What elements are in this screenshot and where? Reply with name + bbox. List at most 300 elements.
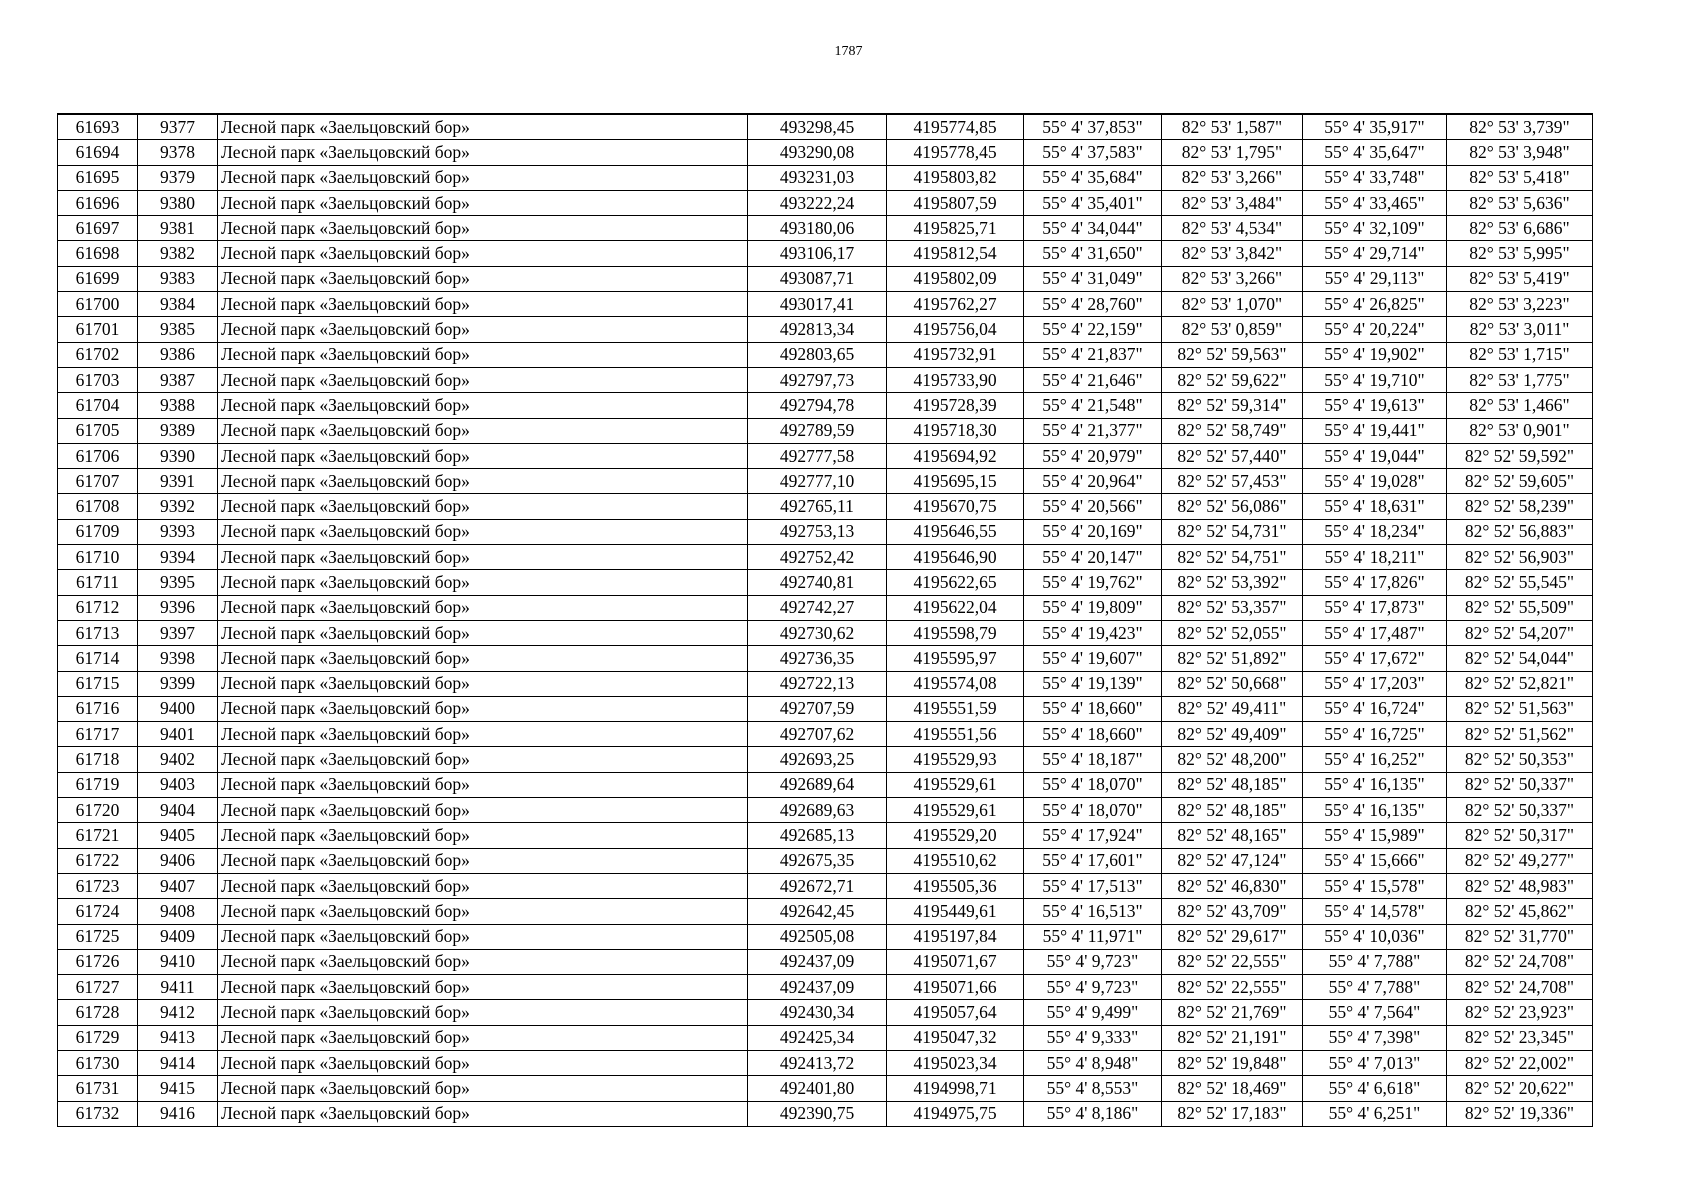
latitude-alt-cell: 55° 4' 17,873" bbox=[1303, 595, 1447, 620]
object-name-cell: Лесной парк «Заельцовский бор» bbox=[218, 646, 748, 671]
table-row bbox=[58, 494, 1593, 519]
row-id-cell: 61722 bbox=[58, 848, 138, 873]
row-id-cell: 61730 bbox=[58, 1050, 138, 1075]
row-id-cell: 61703 bbox=[58, 367, 138, 392]
point-number-cell: 9404 bbox=[138, 798, 218, 823]
row-id-cell: 61693 bbox=[58, 114, 138, 140]
row-id-cell: 61711 bbox=[58, 570, 138, 595]
point-number-cell: 9406 bbox=[138, 848, 218, 873]
longitude-alt-cell: 82° 52' 45,862" bbox=[1447, 899, 1593, 924]
longitude-alt-cell: 82° 52' 49,277" bbox=[1447, 848, 1593, 873]
point-number-cell: 9377 bbox=[138, 114, 218, 140]
x-coordinate-cell: 492689,63 bbox=[748, 798, 887, 823]
y-coordinate-cell: 4195529,20 bbox=[887, 823, 1024, 848]
point-number-cell: 9380 bbox=[138, 190, 218, 215]
point-number-cell: 9395 bbox=[138, 570, 218, 595]
point-number-cell: 9392 bbox=[138, 494, 218, 519]
longitude-alt-cell: 82° 53' 3,223" bbox=[1447, 292, 1593, 317]
x-coordinate-cell: 492642,45 bbox=[748, 899, 887, 924]
y-coordinate-cell: 4195646,55 bbox=[887, 519, 1024, 544]
latitude-cell: 55° 4' 21,837" bbox=[1024, 342, 1162, 367]
object-name-cell: Лесной парк «Заельцовский бор» bbox=[218, 1101, 748, 1126]
latitude-cell: 55° 4' 9,723" bbox=[1024, 975, 1162, 1000]
latitude-cell: 55° 4' 31,049" bbox=[1024, 266, 1162, 291]
longitude-alt-cell: 82° 52' 51,563" bbox=[1447, 696, 1593, 721]
x-coordinate-cell: 492736,35 bbox=[748, 646, 887, 671]
table-row bbox=[58, 443, 1593, 468]
row-id-cell: 61704 bbox=[58, 393, 138, 418]
object-name-cell: Лесной парк «Заельцовский бор» bbox=[218, 519, 748, 544]
latitude-cell: 55° 4' 21,548" bbox=[1024, 393, 1162, 418]
point-number-cell: 9387 bbox=[138, 367, 218, 392]
object-name-cell: Лесной парк «Заельцовский бор» bbox=[218, 848, 748, 873]
longitude-cell: 82° 53' 0,859" bbox=[1162, 317, 1303, 342]
longitude-cell: 82° 53' 4,534" bbox=[1162, 216, 1303, 241]
object-name-cell: Лесной парк «Заельцовский бор» bbox=[218, 671, 748, 696]
longitude-cell: 82° 52' 53,392" bbox=[1162, 570, 1303, 595]
y-coordinate-cell: 4195551,56 bbox=[887, 722, 1024, 747]
latitude-alt-cell: 55° 4' 26,825" bbox=[1303, 292, 1447, 317]
longitude-cell: 82° 52' 21,769" bbox=[1162, 1000, 1303, 1025]
row-id-cell: 61715 bbox=[58, 671, 138, 696]
longitude-cell: 82° 52' 51,892" bbox=[1162, 646, 1303, 671]
row-id-cell: 61694 bbox=[58, 140, 138, 165]
point-number-cell: 9383 bbox=[138, 266, 218, 291]
longitude-cell: 82° 52' 54,751" bbox=[1162, 545, 1303, 570]
table-row bbox=[58, 266, 1593, 291]
y-coordinate-cell: 4195071,66 bbox=[887, 975, 1024, 1000]
longitude-cell: 82° 52' 49,411" bbox=[1162, 696, 1303, 721]
row-id-cell: 61702 bbox=[58, 342, 138, 367]
y-coordinate-cell: 4195670,75 bbox=[887, 494, 1024, 519]
latitude-alt-cell: 55° 4' 16,135" bbox=[1303, 772, 1447, 797]
latitude-alt-cell: 55° 4' 19,028" bbox=[1303, 469, 1447, 494]
table-row bbox=[58, 190, 1593, 215]
y-coordinate-cell: 4195505,36 bbox=[887, 873, 1024, 898]
latitude-alt-cell: 55° 4' 16,252" bbox=[1303, 747, 1447, 772]
table-row bbox=[58, 671, 1593, 696]
longitude-cell: 82° 53' 3,266" bbox=[1162, 266, 1303, 291]
x-coordinate-cell: 492430,34 bbox=[748, 1000, 887, 1025]
object-name-cell: Лесной парк «Заельцовский бор» bbox=[218, 595, 748, 620]
table-row bbox=[58, 975, 1593, 1000]
table-row bbox=[58, 545, 1593, 570]
table-row bbox=[58, 924, 1593, 949]
y-coordinate-cell: 4195807,59 bbox=[887, 190, 1024, 215]
latitude-alt-cell: 55° 4' 35,647" bbox=[1303, 140, 1447, 165]
point-number-cell: 9379 bbox=[138, 165, 218, 190]
latitude-alt-cell: 55° 4' 20,224" bbox=[1303, 317, 1447, 342]
latitude-cell: 55° 4' 9,723" bbox=[1024, 949, 1162, 974]
y-coordinate-cell: 4195023,34 bbox=[887, 1050, 1024, 1075]
row-id-cell: 61705 bbox=[58, 418, 138, 443]
latitude-cell: 55° 4' 19,809" bbox=[1024, 595, 1162, 620]
latitude-alt-cell: 55° 4' 32,109" bbox=[1303, 216, 1447, 241]
latitude-alt-cell: 55° 4' 15,989" bbox=[1303, 823, 1447, 848]
object-name-cell: Лесной парк «Заельцовский бор» bbox=[218, 494, 748, 519]
y-coordinate-cell: 4194998,71 bbox=[887, 1076, 1024, 1101]
longitude-alt-cell: 82° 52' 56,903" bbox=[1447, 545, 1593, 570]
point-number-cell: 9384 bbox=[138, 292, 218, 317]
x-coordinate-cell: 492789,59 bbox=[748, 418, 887, 443]
latitude-alt-cell: 55° 4' 7,788" bbox=[1303, 949, 1447, 974]
longitude-cell: 82° 52' 17,183" bbox=[1162, 1101, 1303, 1126]
table-row bbox=[58, 899, 1593, 924]
row-id-cell: 61729 bbox=[58, 1025, 138, 1050]
row-id-cell: 61716 bbox=[58, 696, 138, 721]
point-number-cell: 9394 bbox=[138, 545, 218, 570]
latitude-cell: 55° 4' 19,423" bbox=[1024, 620, 1162, 645]
longitude-alt-cell: 82° 52' 23,345" bbox=[1447, 1025, 1593, 1050]
longitude-alt-cell: 82° 53' 6,686" bbox=[1447, 216, 1593, 241]
x-coordinate-cell: 492752,42 bbox=[748, 545, 887, 570]
latitude-alt-cell: 55° 4' 18,234" bbox=[1303, 519, 1447, 544]
longitude-alt-cell: 82° 52' 55,509" bbox=[1447, 595, 1593, 620]
row-id-cell: 61710 bbox=[58, 545, 138, 570]
latitude-cell: 55° 4' 8,948" bbox=[1024, 1050, 1162, 1075]
y-coordinate-cell: 4195510,62 bbox=[887, 848, 1024, 873]
longitude-alt-cell: 82° 52' 50,353" bbox=[1447, 747, 1593, 772]
row-id-cell: 61720 bbox=[58, 798, 138, 823]
point-number-cell: 9413 bbox=[138, 1025, 218, 1050]
latitude-alt-cell: 55° 4' 10,036" bbox=[1303, 924, 1447, 949]
table-row bbox=[58, 241, 1593, 266]
longitude-alt-cell: 82° 53' 0,901" bbox=[1447, 418, 1593, 443]
latitude-cell: 55° 4' 37,583" bbox=[1024, 140, 1162, 165]
object-name-cell: Лесной парк «Заельцовский бор» bbox=[218, 975, 748, 1000]
table-row bbox=[58, 1050, 1593, 1075]
latitude-cell: 55° 4' 18,070" bbox=[1024, 772, 1162, 797]
latitude-cell: 55° 4' 37,853" bbox=[1024, 114, 1162, 140]
longitude-alt-cell: 82° 52' 31,770" bbox=[1447, 924, 1593, 949]
latitude-alt-cell: 55° 4' 17,826" bbox=[1303, 570, 1447, 595]
point-number-cell: 9405 bbox=[138, 823, 218, 848]
latitude-cell: 55° 4' 18,070" bbox=[1024, 798, 1162, 823]
longitude-alt-cell: 82° 52' 19,336" bbox=[1447, 1101, 1593, 1126]
row-id-cell: 61725 bbox=[58, 924, 138, 949]
row-id-cell: 61699 bbox=[58, 266, 138, 291]
latitude-cell: 55° 4' 35,401" bbox=[1024, 190, 1162, 215]
longitude-alt-cell: 82° 53' 3,739" bbox=[1447, 114, 1593, 140]
row-id-cell: 61718 bbox=[58, 747, 138, 772]
table-row bbox=[58, 418, 1593, 443]
table-row bbox=[58, 823, 1593, 848]
longitude-alt-cell: 82° 52' 54,207" bbox=[1447, 620, 1593, 645]
latitude-alt-cell: 55° 4' 17,487" bbox=[1303, 620, 1447, 645]
x-coordinate-cell: 493222,24 bbox=[748, 190, 887, 215]
row-id-cell: 61731 bbox=[58, 1076, 138, 1101]
latitude-alt-cell: 55° 4' 7,013" bbox=[1303, 1050, 1447, 1075]
latitude-alt-cell: 55° 4' 19,613" bbox=[1303, 393, 1447, 418]
point-number-cell: 9415 bbox=[138, 1076, 218, 1101]
table-body bbox=[58, 114, 1593, 1126]
latitude-cell: 55° 4' 20,566" bbox=[1024, 494, 1162, 519]
point-number-cell: 9403 bbox=[138, 772, 218, 797]
row-id-cell: 61723 bbox=[58, 873, 138, 898]
longitude-alt-cell: 82° 52' 50,317" bbox=[1447, 823, 1593, 848]
point-number-cell: 9382 bbox=[138, 241, 218, 266]
latitude-alt-cell: 55° 4' 17,672" bbox=[1303, 646, 1447, 671]
latitude-cell: 55° 4' 22,159" bbox=[1024, 317, 1162, 342]
x-coordinate-cell: 492765,11 bbox=[748, 494, 887, 519]
y-coordinate-cell: 4195622,65 bbox=[887, 570, 1024, 595]
point-number-cell: 9388 bbox=[138, 393, 218, 418]
y-coordinate-cell: 4195071,67 bbox=[887, 949, 1024, 974]
point-number-cell: 9385 bbox=[138, 317, 218, 342]
object-name-cell: Лесной парк «Заельцовский бор» bbox=[218, 823, 748, 848]
row-id-cell: 61728 bbox=[58, 1000, 138, 1025]
object-name-cell: Лесной парк «Заельцовский бор» bbox=[218, 696, 748, 721]
object-name-cell: Лесной парк «Заельцовский бор» bbox=[218, 747, 748, 772]
longitude-alt-cell: 82° 52' 24,708" bbox=[1447, 949, 1593, 974]
longitude-cell: 82° 52' 46,830" bbox=[1162, 873, 1303, 898]
longitude-cell: 82° 52' 53,357" bbox=[1162, 595, 1303, 620]
table-row bbox=[58, 1101, 1593, 1126]
row-id-cell: 61700 bbox=[58, 292, 138, 317]
longitude-alt-cell: 82° 53' 1,466" bbox=[1447, 393, 1593, 418]
longitude-alt-cell: 82° 52' 51,562" bbox=[1447, 722, 1593, 747]
point-number-cell: 9396 bbox=[138, 595, 218, 620]
point-number-cell: 9391 bbox=[138, 469, 218, 494]
x-coordinate-cell: 492390,75 bbox=[748, 1101, 887, 1126]
latitude-alt-cell: 55° 4' 19,044" bbox=[1303, 443, 1447, 468]
row-id-cell: 61709 bbox=[58, 519, 138, 544]
x-coordinate-cell: 492753,13 bbox=[748, 519, 887, 544]
x-coordinate-cell: 492685,13 bbox=[748, 823, 887, 848]
latitude-alt-cell: 55° 4' 7,788" bbox=[1303, 975, 1447, 1000]
latitude-cell: 55° 4' 28,760" bbox=[1024, 292, 1162, 317]
x-coordinate-cell: 492722,13 bbox=[748, 671, 887, 696]
y-coordinate-cell: 4195646,90 bbox=[887, 545, 1024, 570]
y-coordinate-cell: 4195732,91 bbox=[887, 342, 1024, 367]
y-coordinate-cell: 4195778,45 bbox=[887, 140, 1024, 165]
table-row bbox=[58, 873, 1593, 898]
row-id-cell: 61707 bbox=[58, 469, 138, 494]
y-coordinate-cell: 4194975,75 bbox=[887, 1101, 1024, 1126]
row-id-cell: 61706 bbox=[58, 443, 138, 468]
point-number-cell: 9414 bbox=[138, 1050, 218, 1075]
latitude-alt-cell: 55° 4' 19,441" bbox=[1303, 418, 1447, 443]
object-name-cell: Лесной парк «Заельцовский бор» bbox=[218, 443, 748, 468]
table-row bbox=[58, 798, 1593, 823]
latitude-cell: 55° 4' 8,186" bbox=[1024, 1101, 1162, 1126]
latitude-cell: 55° 4' 8,553" bbox=[1024, 1076, 1162, 1101]
latitude-cell: 55° 4' 34,044" bbox=[1024, 216, 1162, 241]
point-number-cell: 9378 bbox=[138, 140, 218, 165]
table-row bbox=[58, 595, 1593, 620]
longitude-cell: 82° 52' 48,165" bbox=[1162, 823, 1303, 848]
point-number-cell: 9408 bbox=[138, 899, 218, 924]
object-name-cell: Лесной парк «Заельцовский бор» bbox=[218, 949, 748, 974]
longitude-cell: 82° 52' 48,185" bbox=[1162, 772, 1303, 797]
row-id-cell: 61696 bbox=[58, 190, 138, 215]
point-number-cell: 9399 bbox=[138, 671, 218, 696]
table-row bbox=[58, 722, 1593, 747]
latitude-cell: 55° 4' 17,924" bbox=[1024, 823, 1162, 848]
table-row bbox=[58, 1076, 1593, 1101]
longitude-alt-cell: 82° 53' 5,419" bbox=[1447, 266, 1593, 291]
row-id-cell: 61701 bbox=[58, 317, 138, 342]
longitude-cell: 82° 53' 3,484" bbox=[1162, 190, 1303, 215]
latitude-alt-cell: 55° 4' 16,724" bbox=[1303, 696, 1447, 721]
object-name-cell: Лесной парк «Заельцовский бор» bbox=[218, 367, 748, 392]
table-row bbox=[58, 367, 1593, 392]
object-name-cell: Лесной парк «Заельцовский бор» bbox=[218, 140, 748, 165]
latitude-cell: 55° 4' 19,762" bbox=[1024, 570, 1162, 595]
x-coordinate-cell: 493180,06 bbox=[748, 216, 887, 241]
longitude-cell: 82° 52' 57,453" bbox=[1162, 469, 1303, 494]
latitude-alt-cell: 55° 4' 18,211" bbox=[1303, 545, 1447, 570]
latitude-cell: 55° 4' 21,377" bbox=[1024, 418, 1162, 443]
object-name-cell: Лесной парк «Заельцовский бор» bbox=[218, 342, 748, 367]
object-name-cell: Лесной парк «Заельцовский бор» bbox=[218, 798, 748, 823]
page-number: 1787 bbox=[834, 44, 863, 59]
longitude-alt-cell: 82° 52' 22,002" bbox=[1447, 1050, 1593, 1075]
y-coordinate-cell: 4195762,27 bbox=[887, 292, 1024, 317]
table-row bbox=[58, 342, 1593, 367]
latitude-alt-cell: 55° 4' 16,135" bbox=[1303, 798, 1447, 823]
longitude-cell: 82° 53' 1,587" bbox=[1162, 114, 1303, 140]
x-coordinate-cell: 492707,62 bbox=[748, 722, 887, 747]
longitude-cell: 82° 52' 50,668" bbox=[1162, 671, 1303, 696]
object-name-cell: Лесной парк «Заельцовский бор» bbox=[218, 1000, 748, 1025]
x-coordinate-cell: 492672,71 bbox=[748, 873, 887, 898]
table-row bbox=[58, 317, 1593, 342]
longitude-cell: 82° 52' 29,617" bbox=[1162, 924, 1303, 949]
latitude-cell: 55° 4' 31,650" bbox=[1024, 241, 1162, 266]
latitude-alt-cell: 55° 4' 7,564" bbox=[1303, 1000, 1447, 1025]
latitude-cell: 55° 4' 17,513" bbox=[1024, 873, 1162, 898]
y-coordinate-cell: 4195529,61 bbox=[887, 772, 1024, 797]
x-coordinate-cell: 492401,80 bbox=[748, 1076, 887, 1101]
latitude-alt-cell: 55° 4' 33,465" bbox=[1303, 190, 1447, 215]
table-row bbox=[58, 292, 1593, 317]
table-row bbox=[58, 949, 1593, 974]
x-coordinate-cell: 492803,65 bbox=[748, 342, 887, 367]
object-name-cell: Лесной парк «Заельцовский бор» bbox=[218, 190, 748, 215]
latitude-cell: 55° 4' 19,139" bbox=[1024, 671, 1162, 696]
table-row bbox=[58, 519, 1593, 544]
row-id-cell: 61697 bbox=[58, 216, 138, 241]
longitude-cell: 82° 53' 3,842" bbox=[1162, 241, 1303, 266]
point-number-cell: 9412 bbox=[138, 1000, 218, 1025]
point-number-cell: 9390 bbox=[138, 443, 218, 468]
longitude-alt-cell: 82° 52' 55,545" bbox=[1447, 570, 1593, 595]
latitude-cell: 55° 4' 11,971" bbox=[1024, 924, 1162, 949]
y-coordinate-cell: 4195728,39 bbox=[887, 393, 1024, 418]
y-coordinate-cell: 4195695,15 bbox=[887, 469, 1024, 494]
row-id-cell: 61726 bbox=[58, 949, 138, 974]
longitude-alt-cell: 82° 52' 50,337" bbox=[1447, 772, 1593, 797]
latitude-cell: 55° 4' 18,660" bbox=[1024, 696, 1162, 721]
y-coordinate-cell: 4195197,84 bbox=[887, 924, 1024, 949]
table-row bbox=[58, 1000, 1593, 1025]
point-number-cell: 9416 bbox=[138, 1101, 218, 1126]
x-coordinate-cell: 492425,34 bbox=[748, 1025, 887, 1050]
table-row bbox=[58, 696, 1593, 721]
row-id-cell: 61712 bbox=[58, 595, 138, 620]
latitude-alt-cell: 55° 4' 33,748" bbox=[1303, 165, 1447, 190]
longitude-alt-cell: 82° 53' 3,948" bbox=[1447, 140, 1593, 165]
longitude-cell: 82° 52' 47,124" bbox=[1162, 848, 1303, 873]
longitude-cell: 82° 52' 59,563" bbox=[1162, 342, 1303, 367]
point-number-cell: 9397 bbox=[138, 620, 218, 645]
longitude-alt-cell: 82° 53' 5,636" bbox=[1447, 190, 1593, 215]
point-number-cell: 9389 bbox=[138, 418, 218, 443]
longitude-alt-cell: 82° 53' 3,011" bbox=[1447, 317, 1593, 342]
latitude-alt-cell: 55° 4' 18,631" bbox=[1303, 494, 1447, 519]
object-name-cell: Лесной парк «Заельцовский бор» bbox=[218, 1050, 748, 1075]
latitude-alt-cell: 55° 4' 6,618" bbox=[1303, 1076, 1447, 1101]
table-row bbox=[58, 772, 1593, 797]
object-name-cell: Лесной парк «Заельцовский бор» bbox=[218, 545, 748, 570]
row-id-cell: 61708 bbox=[58, 494, 138, 519]
table-row bbox=[58, 114, 1593, 140]
longitude-alt-cell: 82° 52' 52,821" bbox=[1447, 671, 1593, 696]
latitude-alt-cell: 55° 4' 35,917" bbox=[1303, 114, 1447, 140]
y-coordinate-cell: 4195812,54 bbox=[887, 241, 1024, 266]
longitude-alt-cell: 82° 52' 24,708" bbox=[1447, 975, 1593, 1000]
object-name-cell: Лесной парк «Заельцовский бор» bbox=[218, 393, 748, 418]
y-coordinate-cell: 4195756,04 bbox=[887, 317, 1024, 342]
x-coordinate-cell: 493231,03 bbox=[748, 165, 887, 190]
longitude-cell: 82° 52' 56,086" bbox=[1162, 494, 1303, 519]
table-row bbox=[58, 646, 1593, 671]
y-coordinate-cell: 4195057,64 bbox=[887, 1000, 1024, 1025]
row-id-cell: 61717 bbox=[58, 722, 138, 747]
longitude-alt-cell: 82° 52' 50,337" bbox=[1447, 798, 1593, 823]
longitude-alt-cell: 82° 52' 56,883" bbox=[1447, 519, 1593, 544]
latitude-alt-cell: 55° 4' 29,714" bbox=[1303, 241, 1447, 266]
y-coordinate-cell: 4195802,09 bbox=[887, 266, 1024, 291]
object-name-cell: Лесной парк «Заельцовский бор» bbox=[218, 772, 748, 797]
table-row bbox=[58, 140, 1593, 165]
x-coordinate-cell: 492740,81 bbox=[748, 570, 887, 595]
y-coordinate-cell: 4195733,90 bbox=[887, 367, 1024, 392]
x-coordinate-cell: 492742,27 bbox=[748, 595, 887, 620]
table-row bbox=[58, 216, 1593, 241]
longitude-alt-cell: 82° 52' 54,044" bbox=[1447, 646, 1593, 671]
longitude-cell: 82° 52' 21,191" bbox=[1162, 1025, 1303, 1050]
point-number-cell: 9398 bbox=[138, 646, 218, 671]
y-coordinate-cell: 4195694,92 bbox=[887, 443, 1024, 468]
latitude-cell: 55° 4' 20,964" bbox=[1024, 469, 1162, 494]
longitude-alt-cell: 82° 52' 59,605" bbox=[1447, 469, 1593, 494]
point-number-cell: 9409 bbox=[138, 924, 218, 949]
row-id-cell: 61713 bbox=[58, 620, 138, 645]
table-row bbox=[58, 570, 1593, 595]
y-coordinate-cell: 4195529,93 bbox=[887, 747, 1024, 772]
longitude-alt-cell: 82° 52' 59,592" bbox=[1447, 443, 1593, 468]
point-number-cell: 9401 bbox=[138, 722, 218, 747]
x-coordinate-cell: 492693,25 bbox=[748, 747, 887, 772]
table-row bbox=[58, 469, 1593, 494]
longitude-cell: 82° 53' 1,070" bbox=[1162, 292, 1303, 317]
y-coordinate-cell: 4195574,08 bbox=[887, 671, 1024, 696]
longitude-cell: 82° 53' 1,795" bbox=[1162, 140, 1303, 165]
x-coordinate-cell: 492437,09 bbox=[748, 949, 887, 974]
longitude-alt-cell: 82° 53' 5,995" bbox=[1447, 241, 1593, 266]
point-number-cell: 9386 bbox=[138, 342, 218, 367]
longitude-alt-cell: 82° 53' 5,418" bbox=[1447, 165, 1593, 190]
latitude-cell: 55° 4' 9,499" bbox=[1024, 1000, 1162, 1025]
x-coordinate-cell: 492437,09 bbox=[748, 975, 887, 1000]
table-row bbox=[58, 1025, 1593, 1050]
latitude-alt-cell: 55° 4' 15,578" bbox=[1303, 873, 1447, 898]
longitude-cell: 82° 52' 52,055" bbox=[1162, 620, 1303, 645]
longitude-alt-cell: 82° 52' 23,923" bbox=[1447, 1000, 1593, 1025]
latitude-alt-cell: 55° 4' 16,725" bbox=[1303, 722, 1447, 747]
